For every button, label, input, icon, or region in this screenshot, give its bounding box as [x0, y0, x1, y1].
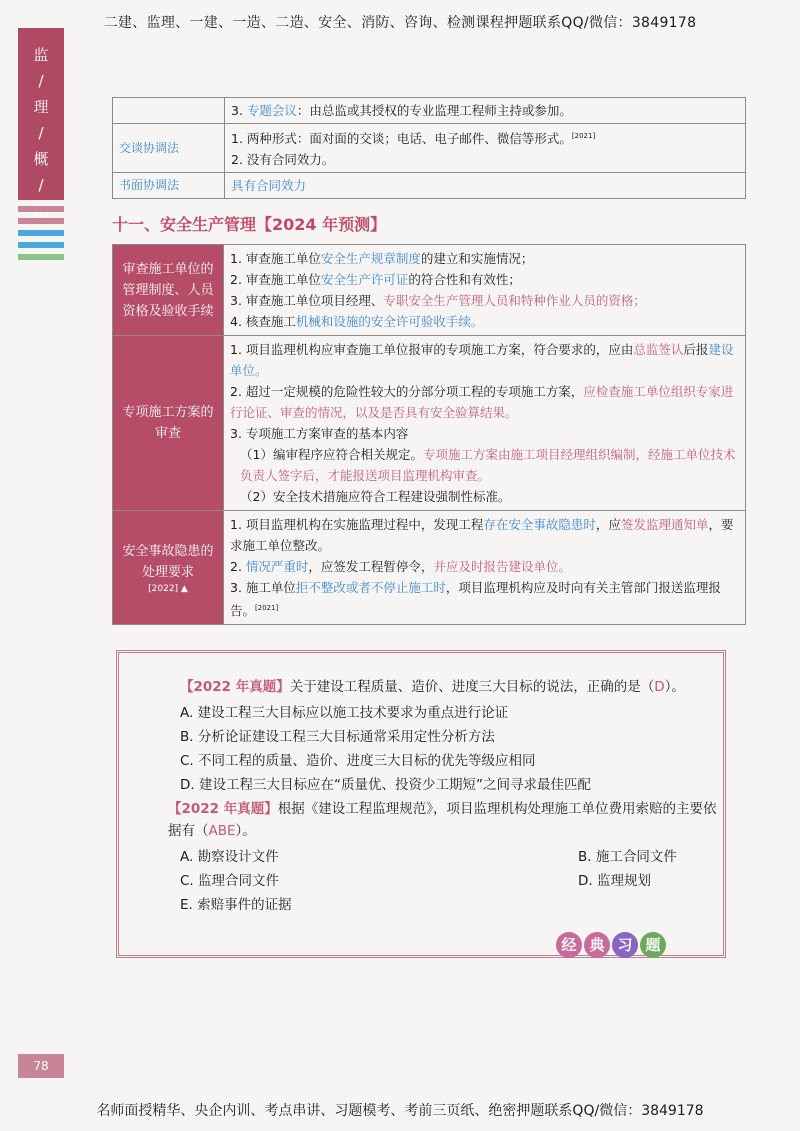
option: C. 监理合同文件 [180, 873, 280, 889]
row-label: 审查施工单位的管理制度、人员资格及验收手续 [113, 245, 224, 336]
side-tab-char: 监 [33, 46, 49, 64]
table-cell: 1. 两种形式：面对面的交谈；电话、电子邮件、微信等形式。[2021] 2. 没有合同效力。 [225, 124, 746, 173]
chapter-side-tab: 监 / 理 / 概 / [18, 28, 64, 200]
option: A. 勘察设计文件 [180, 849, 279, 865]
table-cell: 1. 审查施工单位安全生产规章制度的建立和实施情况； 2. 审查施工单位安全生产许可证的符合性和有效性； 3. 审查施工单位项目经理、专职安全生产管理人员和特种作业人员的资格； 4. 核查施工机械和设施的安全许可验收手续。 [224, 245, 746, 336]
option: E. 索赔事件的证据 [180, 897, 292, 913]
classic-exercise-badge: 经 典 习 题 [556, 932, 668, 958]
side-tab-char: 理 [33, 98, 49, 116]
page-number: 78 [18, 1054, 64, 1078]
side-stripe [18, 218, 64, 224]
table-cell: 具有合同效力 [225, 173, 746, 199]
footer-banner: 名师面授精华、央企内训、考点串讲、习题模考、考前三页纸、绝密押题联系QQ/微信：3849178 [96, 1103, 704, 1119]
option: B. 分析论证建设工程三大目标通常采用定性分析方法 [180, 729, 495, 745]
row-label: 书面协调法 [113, 173, 225, 199]
row-label: 交谈协调法 [113, 124, 225, 173]
option: C. 不同工程的质量、造价、进度三大目标的优先等级应相同 [180, 753, 536, 769]
header-banner: 二建、监理、一建、一造、二造、安全、消防、咨询、检测课程押题联系QQ/微信：3849178 [103, 15, 697, 31]
option: D. 监理规划 [578, 873, 651, 889]
row-label: 安全事故隐患的处理要求 [2022] ▲ [113, 511, 224, 625]
option: D. 建设工程三大目标应在“质量优、投资少工期短”之间寻求最佳匹配 [180, 777, 591, 793]
section-title: 十一、安全生产管理【2024 年预测】 [112, 215, 387, 234]
table-cell: 3. 专题会议：由总监或其授权的专业监理工程师主持或参加。 [225, 98, 746, 124]
safety-management-table [112, 244, 746, 625]
question-1: 【2022 年真题】关于建设工程质量、造价、进度三大目标的说法，正确的是（D）。 [180, 679, 685, 695]
side-stripe [18, 230, 64, 236]
option: B. 施工合同文件 [578, 849, 677, 865]
option: A. 建设工程三大目标应以施工技术要求为重点进行论证 [180, 705, 509, 721]
row-label: 专项施工方案的审查 [113, 336, 224, 511]
table-cell: 1. 项目监理机构应审查施工单位报审的专项施工方案，符合要求的，应由总监签认后报建设单位。 2. 超过一定规模的危险性较大的分部分项工程的专项施工方案，应检查施工单位组织专家进行论证、审查的情况，以及是否具有安全验算结果。 3. 专项施工方案审查的基本内容 （1）编审程序应符合相关规定。专项施工方案由施工项目经理组织编制，经施工单位技术负责人签字后，才能报送项目监理机构审查。 （2）安全技术措施应符合工程建设强制性标准。 [224, 336, 746, 511]
table-cell: 1. 项目监理机构在实施监理过程中，发现工程存在安全事故隐患时，应签发监理通知单，要求施工单位整改。 2. 情况严重时，应签发工程暂停令，并应及时报告建设单位。 3. 施工单位拒不整改或者不停止施工时，项目监理机构应及时向有关主管部门报送监理报告。[2021] [224, 511, 746, 625]
side-stripe [18, 206, 64, 212]
side-tab-char: 概 [33, 150, 49, 168]
side-stripe [18, 242, 64, 248]
side-stripe [18, 254, 64, 260]
question-2: 【2022 年真题】根据《建设工程监理规范》，项目监理机构处理施工单位费用索赔的主要依据有（ABE）。 [168, 801, 717, 839]
coordination-table [112, 97, 746, 199]
